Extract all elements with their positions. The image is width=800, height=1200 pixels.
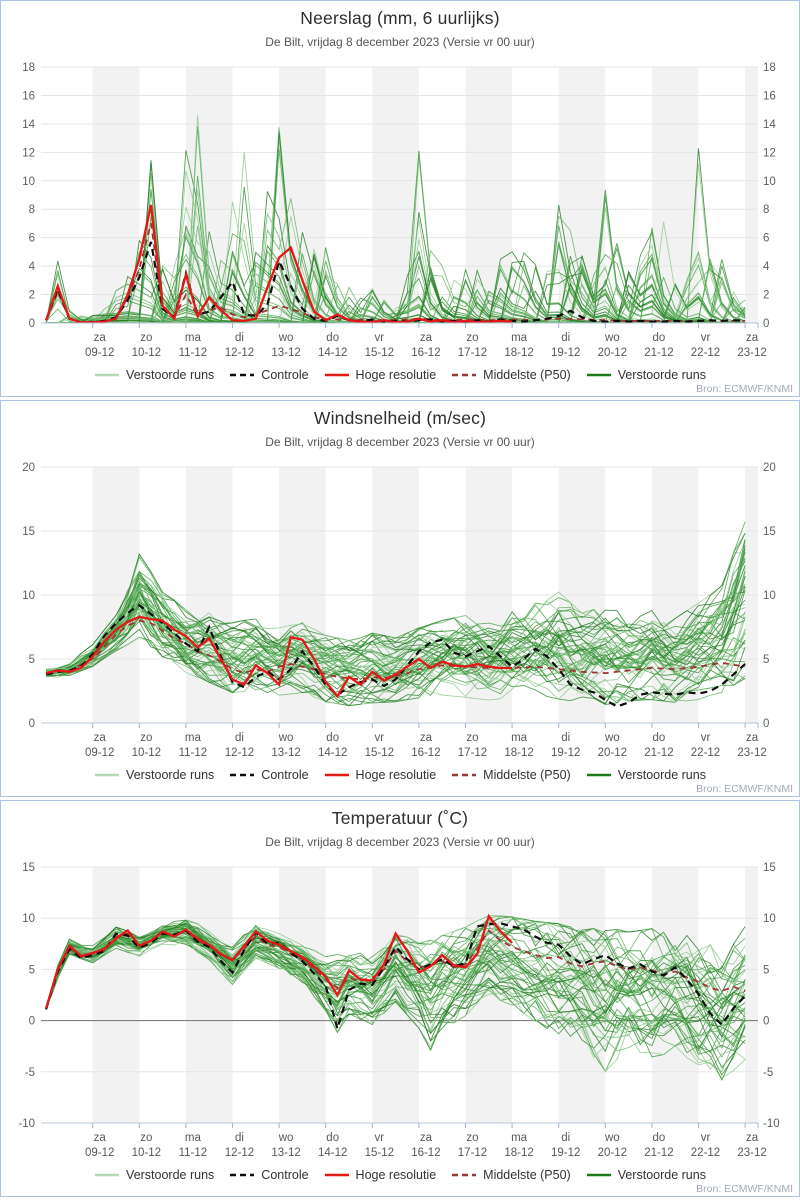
x-tick-weekday: zo	[140, 332, 153, 344]
legend-swatch-line	[586, 370, 612, 380]
x-tick-weekday: za	[93, 1132, 106, 1144]
y-tick-label-right: 10	[763, 175, 776, 188]
y-tick-label-right: 15	[763, 526, 776, 538]
legend-swatch-line	[324, 370, 350, 380]
legend	[1, 1168, 799, 1182]
x-tick-date: 22-12	[690, 1147, 721, 1159]
x-tick-weekday: wo	[278, 732, 294, 744]
y-tick-label-left: 2	[28, 289, 35, 302]
y-tick-label-right: -10	[763, 1118, 780, 1130]
x-tick-weekday: zo	[140, 732, 153, 744]
x-tick-date: 09-12	[84, 747, 115, 759]
legend-swatch-line	[451, 1170, 477, 1180]
x-tick-date: 13-12	[271, 347, 301, 359]
y-tick-label-left: 0	[28, 318, 35, 330]
x-tick-weekday: di	[235, 732, 244, 744]
x-tick-weekday: ma	[184, 732, 201, 744]
x-tick-date: 18-12	[504, 747, 534, 759]
x-tick-weekday: ma	[511, 732, 528, 744]
x-tick-weekday: vr	[700, 1132, 711, 1144]
source-credit: Bron: ECMWF/KNMI	[696, 783, 793, 795]
x-tick-weekday: wo	[604, 332, 620, 344]
legend	[1, 368, 799, 382]
legend-swatch-line	[94, 1170, 120, 1180]
x-tick-date: 16-12	[411, 347, 441, 359]
legend-swatch-line	[94, 370, 120, 380]
y-tick-label-right: 16	[763, 90, 776, 103]
plot-area	[1, 457, 799, 763]
x-tick-weekday: za	[93, 332, 106, 344]
x-tick-weekday: zo	[466, 732, 479, 744]
y-tick-label-left: -10	[18, 1118, 35, 1130]
x-tick-date: 22-12	[690, 747, 721, 759]
legend-swatch-line	[229, 370, 255, 380]
x-tick-weekday: za	[746, 1132, 759, 1144]
panel-temperatuur	[0, 800, 800, 1197]
x-tick-date: 09-12	[84, 347, 115, 359]
y-tick-label-right: 8	[763, 204, 770, 217]
legend-item-verstoorde-runs	[586, 368, 706, 382]
legend-label: Middelste (P50)	[483, 768, 571, 782]
x-tick-weekday: za	[746, 732, 759, 744]
x-tick-date: 20-12	[597, 347, 628, 359]
chart-title: Neerslag (mm, 6 uurlijks)	[300, 8, 500, 28]
legend-label: Verstoorde runs	[617, 768, 706, 782]
x-tick-date: 20-12	[597, 1147, 628, 1159]
x-tick-weekday: di	[561, 732, 571, 744]
y-tick-label-right: 10	[763, 913, 776, 926]
x-tick-date: 23-12	[737, 747, 767, 759]
x-tick-weekday: za	[419, 332, 432, 344]
y-tick-label-right: 5	[763, 964, 770, 977]
source-credit: Bron: ECMWF/KNMI	[696, 383, 793, 395]
x-tick-weekday: za	[419, 1132, 432, 1144]
x-tick-weekday: vr	[700, 332, 711, 344]
x-tick-weekday: vr	[700, 732, 711, 744]
x-axis	[41, 723, 767, 759]
legend-item-verstoorde-runs	[94, 368, 214, 382]
x-tick-date: 15-12	[364, 1147, 395, 1159]
y-tick-label-right: 2	[763, 289, 770, 302]
x-tick-weekday: do	[326, 332, 340, 344]
x-axis	[41, 1123, 767, 1159]
y-tick-label-right: 6	[763, 232, 770, 245]
x-tick-date: 21-12	[644, 347, 674, 359]
x-tick-date: 10-12	[131, 347, 162, 359]
y-tick-label-left: 0	[28, 1015, 35, 1028]
x-tick-date: 22-12	[690, 347, 721, 359]
legend-label: Verstoorde runs	[617, 368, 706, 382]
legend-item-middelste-p50-	[451, 1168, 571, 1182]
x-tick-weekday: ma	[511, 1132, 528, 1144]
legend-label: Middelste (P50)	[483, 1168, 571, 1182]
legend-item-controle	[229, 368, 308, 382]
legend-swatch-line	[586, 1170, 612, 1180]
y-tick-label-left: 0	[28, 718, 35, 730]
legend-label: Verstoorde runs	[126, 368, 215, 382]
x-tick-date: 17-12	[457, 347, 488, 359]
y-tick-label-left: 6	[28, 232, 35, 245]
x-tick-weekday: vr	[374, 332, 385, 344]
y-tick-label-left: 4	[28, 261, 35, 274]
legend-item-hoge-resolutie	[324, 768, 437, 782]
x-tick-date: 11-12	[178, 1147, 208, 1159]
y-tick-label-left: 14	[22, 118, 35, 131]
x-tick-date: 12-12	[224, 1147, 255, 1159]
legend-label: Hoge resolutie	[355, 1168, 437, 1182]
y-tick-label-right: 18	[763, 62, 776, 74]
x-axis	[41, 323, 767, 359]
y-tick-label-left: 18	[22, 62, 35, 74]
x-tick-date: 21-12	[644, 747, 674, 759]
plot-area	[1, 857, 799, 1163]
x-tick-weekday: zo	[466, 1132, 479, 1144]
legend-swatch-line	[586, 770, 612, 780]
x-tick-date: 10-12	[131, 1147, 162, 1159]
legend-item-middelste-p50-	[451, 768, 571, 782]
y-tick-label-left: 10	[22, 913, 35, 926]
x-tick-weekday: di	[561, 332, 571, 344]
x-tick-weekday: vr	[374, 732, 385, 744]
x-tick-date: 11-12	[178, 747, 208, 759]
chart-subtitle: De Bilt, vrijdag 8 december 2023 (Versie vr 00 uur)	[265, 835, 535, 849]
panel-windsnelheid	[0, 400, 800, 797]
y-tick-label-right: 15	[763, 862, 776, 874]
x-tick-date: 15-12	[364, 747, 395, 759]
legend-label: Verstoorde runs	[126, 1168, 215, 1182]
x-tick-weekday: za	[93, 732, 106, 744]
legend-item-controle	[229, 768, 308, 782]
panel-neerslag	[0, 0, 800, 397]
x-tick-weekday: wo	[278, 332, 294, 344]
x-tick-weekday: di	[561, 1132, 571, 1144]
legend-swatch-line	[229, 1170, 255, 1180]
x-tick-weekday: do	[652, 332, 666, 344]
y-tick-label-right: 14	[763, 118, 776, 131]
x-tick-weekday: di	[235, 332, 244, 344]
x-tick-date: 16-12	[411, 1147, 441, 1159]
legend-swatch-line	[451, 770, 477, 780]
x-tick-date: 17-12	[457, 1147, 488, 1159]
x-tick-date: 09-12	[84, 1147, 115, 1159]
x-tick-date: 12-12	[224, 747, 255, 759]
y-tick-label-left: 5	[28, 654, 35, 666]
x-tick-date: 18-12	[504, 1147, 534, 1159]
x-tick-date: 14-12	[317, 1147, 348, 1159]
y-tick-label-left: 15	[22, 526, 35, 538]
x-tick-date: 13-12	[271, 1147, 301, 1159]
legend-item-verstoorde-runs	[586, 768, 706, 782]
x-tick-weekday: di	[235, 1132, 244, 1144]
y-tick-label-left: 20	[22, 462, 35, 474]
y-tick-label-left: -5	[24, 1066, 35, 1079]
x-tick-date: 11-12	[178, 347, 208, 359]
y-tick-label-right: 0	[763, 318, 770, 330]
x-tick-weekday: zo	[140, 1132, 153, 1144]
legend-item-hoge-resolutie	[324, 1168, 437, 1182]
legend-swatch-line	[451, 370, 477, 380]
plot-svg	[1, 457, 799, 763]
chart-subtitle: De Bilt, vrijdag 8 december 2023 (Versie vr 00 uur)	[265, 35, 535, 49]
x-tick-date: 17-12	[457, 747, 488, 759]
x-tick-weekday: do	[652, 1132, 666, 1144]
y-tick-label-right: -5	[763, 1066, 774, 1079]
legend-swatch-line	[324, 1170, 350, 1180]
chart-subtitle: De Bilt, vrijdag 8 december 2023 (Versie vr 00 uur)	[265, 435, 535, 449]
legend-item-controle	[229, 1168, 308, 1182]
x-tick-date: 12-12	[224, 347, 255, 359]
x-tick-weekday: zo	[466, 332, 479, 344]
chart-title: Windsnelheid (m/sec)	[313, 408, 487, 428]
x-tick-date: 23-12	[737, 347, 767, 359]
plot-svg	[1, 857, 799, 1163]
x-tick-weekday: ma	[184, 1132, 201, 1144]
legend-label: Hoge resolutie	[355, 768, 437, 782]
y-tick-label-left: 10	[22, 175, 35, 188]
legend-label: Verstoorde runs	[126, 768, 215, 782]
source-credit: Bron: ECMWF/KNMI	[696, 1183, 793, 1195]
legend-label: Hoge resolutie	[355, 368, 437, 382]
legend-label: Middelste (P50)	[483, 368, 571, 382]
chart-title: Temperatuur (˚C)	[331, 808, 469, 828]
x-tick-date: 21-12	[644, 1147, 674, 1159]
x-tick-date: 16-12	[411, 747, 441, 759]
x-tick-date: 19-12	[550, 347, 581, 359]
x-tick-weekday: do	[326, 1132, 340, 1144]
x-tick-date: 13-12	[271, 747, 301, 759]
y-tick-label-left: 5	[28, 964, 35, 977]
plot-area	[1, 57, 799, 363]
x-tick-date: 14-12	[317, 747, 348, 759]
x-tick-weekday: do	[326, 732, 340, 744]
legend-label: Controle	[261, 1168, 309, 1182]
x-tick-date: 18-12	[504, 347, 534, 359]
legend-swatch-line	[229, 770, 255, 780]
y-tick-label-right: 5	[763, 654, 770, 666]
x-tick-weekday: wo	[604, 732, 620, 744]
x-tick-weekday: za	[746, 332, 759, 344]
x-tick-weekday: ma	[511, 332, 528, 344]
y-tick-label-right: 0	[763, 718, 770, 730]
legend	[1, 768, 799, 782]
legend-item-verstoorde-runs	[94, 768, 214, 782]
x-tick-date: 19-12	[550, 1147, 581, 1159]
y-tick-label-right: 10	[763, 590, 776, 602]
y-tick-label-left: 10	[22, 590, 35, 602]
x-tick-date: 23-12	[737, 1147, 767, 1159]
x-tick-weekday: ma	[184, 332, 201, 344]
x-tick-weekday: do	[652, 732, 666, 744]
x-tick-date: 20-12	[597, 747, 628, 759]
legend-swatch-line	[324, 770, 350, 780]
y-tick-label-left: 15	[22, 862, 35, 874]
plot-svg	[1, 57, 799, 363]
legend-label: Controle	[261, 768, 309, 782]
legend-label: Controle	[261, 368, 309, 382]
legend-item-middelste-p50-	[451, 368, 571, 382]
legend-label: Verstoorde runs	[617, 1168, 706, 1182]
legend-item-verstoorde-runs	[94, 1168, 214, 1182]
y-tick-label-left: 16	[22, 90, 35, 103]
x-tick-date: 19-12	[550, 747, 581, 759]
y-tick-label-left: 12	[22, 147, 35, 160]
x-tick-date: 10-12	[131, 747, 162, 759]
legend-item-verstoorde-runs	[586, 1168, 706, 1182]
legend-item-hoge-resolutie	[324, 368, 437, 382]
x-tick-weekday: wo	[604, 1132, 620, 1144]
x-tick-weekday: za	[419, 732, 432, 744]
x-tick-date: 15-12	[364, 347, 395, 359]
y-tick-label-left: 8	[28, 204, 35, 217]
y-tick-label-right: 0	[763, 1015, 770, 1028]
x-tick-weekday: vr	[374, 1132, 385, 1144]
x-tick-weekday: wo	[278, 1132, 294, 1144]
x-tick-date: 14-12	[317, 347, 348, 359]
y-tick-label-right: 20	[763, 462, 776, 474]
y-tick-label-right: 12	[763, 147, 776, 160]
y-tick-label-right: 4	[763, 261, 770, 274]
legend-swatch-line	[94, 770, 120, 780]
